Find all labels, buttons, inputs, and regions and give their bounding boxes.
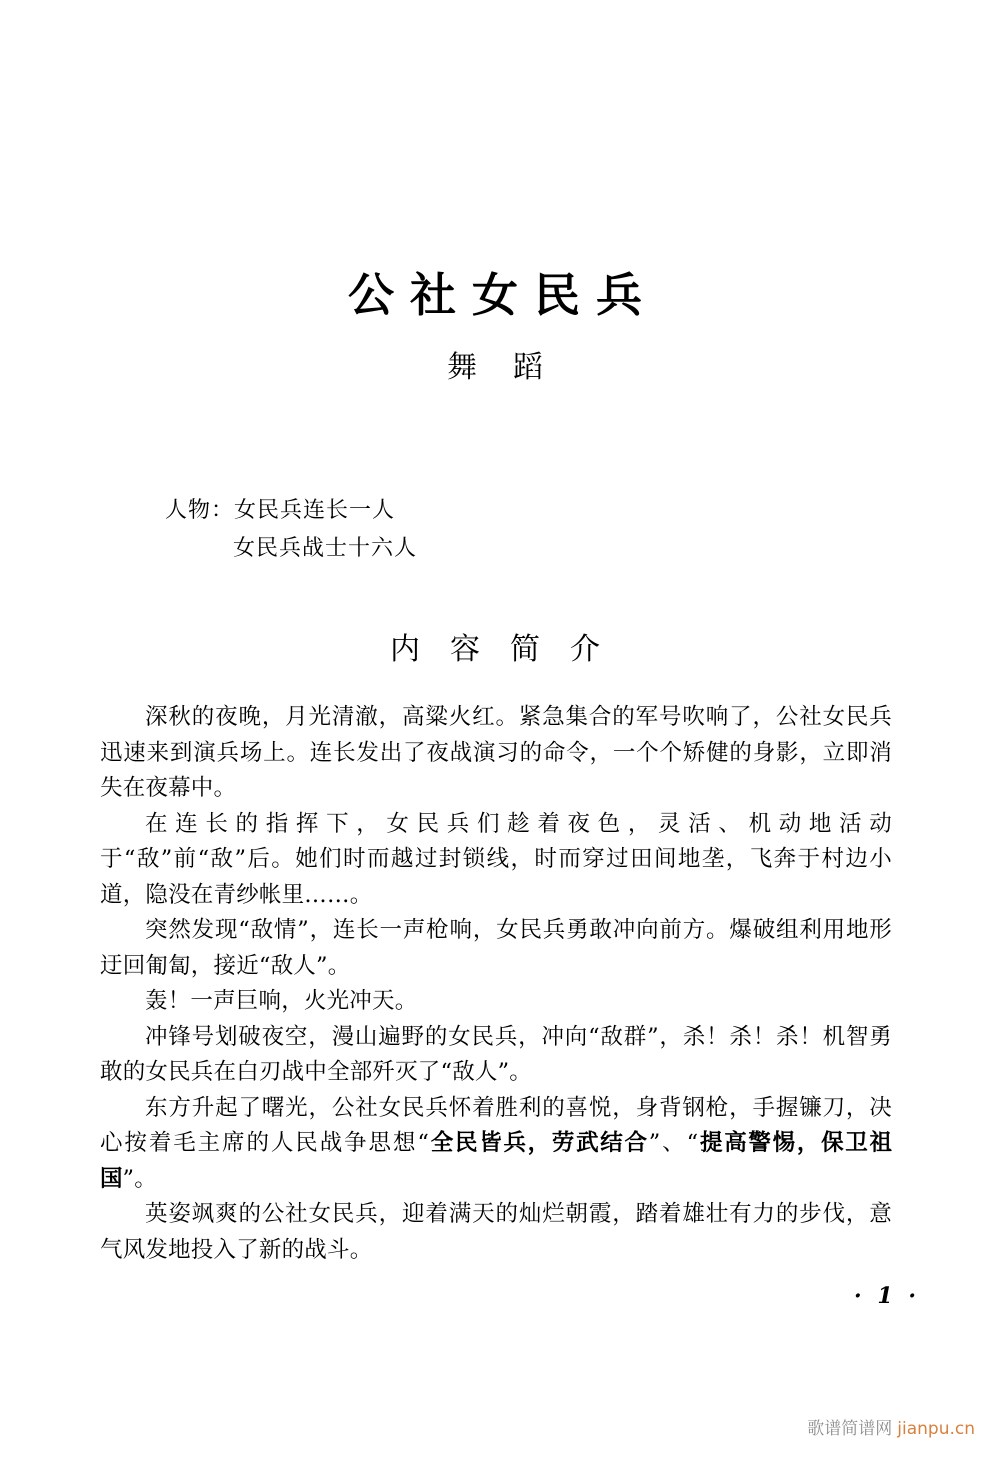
paragraph-text: 深秋的夜晚，月光清澈，高粱火红。紧急集合的军号吹响了，公社女民兵迅速来到演兵场上。连长发出了夜战演习的命令，一个个矫健的身影，立即消失在夜幕中。 — [100, 704, 892, 801]
paragraph-text: 轰！一声巨响，火光冲天。 — [145, 988, 418, 1014]
page-subtitle: 舞蹈 — [447, 350, 579, 385]
synopsis-paragraph — [100, 807, 892, 914]
slogan-text: 提高警惕，保卫祖国 — [100, 1130, 892, 1192]
paragraph-text: 东方升起了曙光，公社女民兵怀着胜利的喜悦，身背钢枪，手握镰刀，决心按着毛主席的人民战争思想“ — [100, 1094, 892, 1156]
synopsis-paragraph — [100, 700, 892, 807]
synopsis-paragraph — [100, 1020, 892, 1091]
paragraph-text: ”、“ — [648, 1130, 699, 1156]
paragraph-text: 冲锋号划破夜空，漫山遍野的女民兵，冲向“敌群”，杀！杀！杀！机智勇敢的女民兵在白刃战中全部歼灭了“敌人”。 — [100, 1023, 892, 1085]
paragraph-text: 在连长的指挥下，女民兵们趁着夜色，灵活、机动地活动于“敌”前“敌”后。她们时而越过封锁线，时而穿过田间地垄，飞奔于村边小道，隐没在青纱帐里……。 — [100, 810, 892, 908]
paragraph-text: 英姿飒爽的公社女民兵，迎着满天的灿烂朝霞，踏着雄壮有力的步伐，意气风发地投入了新的战斗。 — [100, 1201, 892, 1263]
cast-line-lead: 人物：女民兵连长一人 — [165, 498, 396, 523]
page-title: 公社女民兵 — [348, 268, 658, 322]
synopsis-paragraph — [100, 984, 892, 1020]
synopsis-paragraph — [100, 1091, 892, 1198]
synopsis-paragraph — [100, 1197, 892, 1268]
watermark-url: jianpu.cn — [897, 1419, 975, 1439]
cast-list — [165, 492, 417, 568]
paragraph-text: 突然发现“敌情”，连长一声枪响，女民兵勇敢冲向前方。爆破组利用地形迂回匍匐，接近“敌人”。 — [100, 917, 892, 979]
page-number: · 1 · — [854, 1283, 920, 1309]
section-heading-synopsis: 内容简介 — [390, 632, 630, 667]
slogan-text: 全民皆兵，劳武结合 — [429, 1130, 649, 1156]
cast-line-soldiers: 女民兵战士十六人 — [233, 536, 418, 561]
watermark-site-name: 歌谱简谱网 — [807, 1419, 893, 1439]
synopsis-body — [100, 700, 892, 1268]
watermark — [0, 1419, 975, 1439]
synopsis-paragraph — [100, 913, 892, 984]
paragraph-text: ”。 — [122, 1165, 157, 1192]
